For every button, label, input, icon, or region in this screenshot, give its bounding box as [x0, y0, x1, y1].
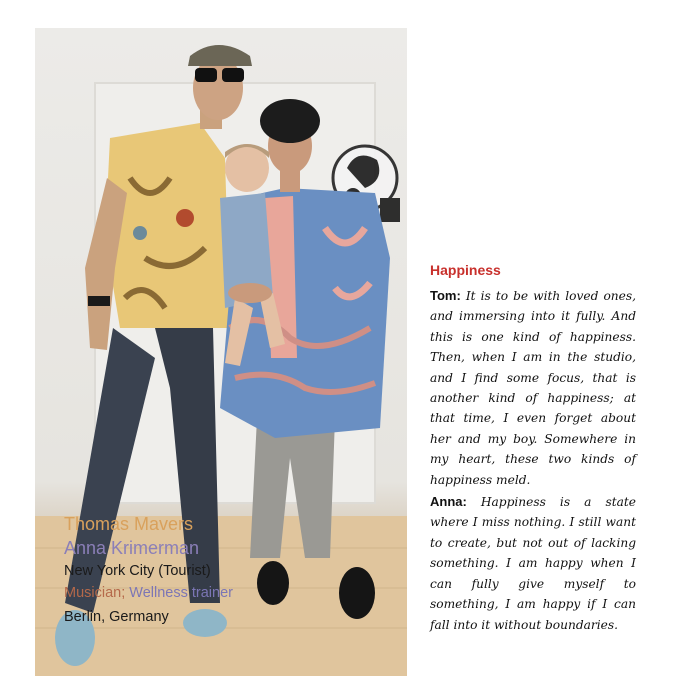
caption-roles — [64, 582, 364, 604]
quote-anna — [430, 492, 636, 635]
caption-name-thomas: Thomas Mavers — [64, 514, 194, 534]
article-column — [430, 262, 636, 637]
quote-tom-text: It is to be with loved ones, and immersing into it fully. And this is one kind of happiness. Then, when I am in the studio, and I find some focus, that is another kind of happiness; at that time, I even forget about her and my boy. Somewhere in my heart, these two kinds of happiness meld. — [430, 289, 636, 487]
caption-location: New York City (Tourist) — [64, 563, 211, 579]
speaker-tom: Tom: — [430, 288, 461, 303]
speaker-anna: Anna: — [430, 494, 467, 510]
section-heading: Happiness — [430, 262, 501, 278]
caption-name-anna: Anna Krimerman — [64, 538, 200, 558]
quote-tom — [430, 286, 636, 490]
caption-role-wellness: Wellness trainer — [129, 585, 233, 601]
photo-caption — [64, 512, 364, 630]
quote-anna-text: Happiness is a state where I miss nothing. I still want to create, but not out of lacking something. I am happy when I can fully give myself to something, I am happy if I can fall into it without boundaries. — [430, 495, 636, 632]
caption-hometown: Berlin, Germany — [64, 609, 169, 625]
caption-role-musician: Musician; — [64, 585, 126, 601]
